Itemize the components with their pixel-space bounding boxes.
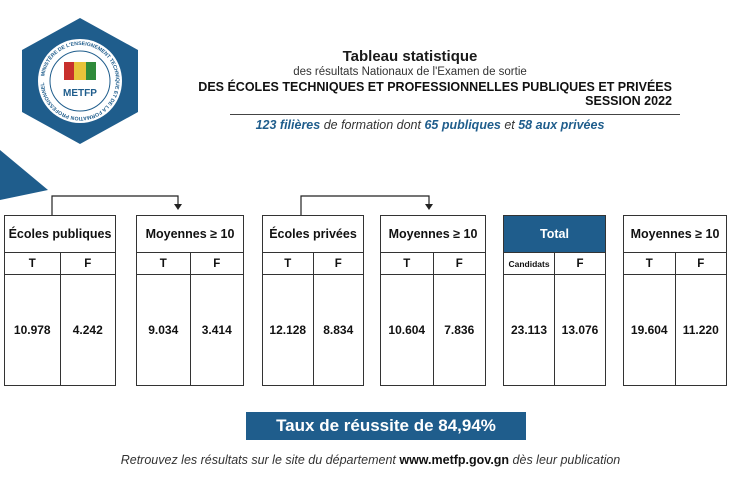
col-header: F bbox=[433, 253, 486, 274]
table-total bbox=[503, 215, 606, 386]
summary-privees: 58 aux privées bbox=[518, 118, 605, 132]
value-cell: 9.034 bbox=[148, 323, 179, 337]
summary-line: 123 filières de formation dont 65 publiques et 58 aux privées bbox=[255, 118, 605, 132]
col-header: Candidats bbox=[508, 258, 550, 269]
website-link[interactable]: www.metfp.gov.gn bbox=[399, 453, 510, 467]
table-title: Moyennes ≥ 10 bbox=[381, 216, 485, 253]
table-title: Écoles privées bbox=[263, 216, 363, 253]
value-cell: 13.076 bbox=[554, 275, 605, 385]
col-header: F bbox=[60, 253, 116, 274]
page-subtitle: des résultats Nationaux de l'Examen de sortie bbox=[293, 66, 527, 78]
table-title: Moyennes ≥ 10 bbox=[624, 216, 726, 253]
table-moyennes-privees bbox=[380, 215, 486, 386]
table-moyennes-total bbox=[623, 215, 727, 386]
table-title: Total bbox=[504, 216, 605, 253]
value-cell: 23.113 bbox=[510, 323, 548, 337]
value-cell: 7.836 bbox=[433, 275, 486, 385]
logo-ring-text: MINISTÈRE DE L'ENSEIGNEMENT TECHNIQUE ET DE LA FORMATION PROFESSIONNEL bbox=[40, 40, 121, 122]
page-main-heading: DES ÉCOLES TECHNIQUES ET PROFESSIONNELLES PUBLIQUES ET PRIVÉES SESSION 2022 bbox=[198, 80, 672, 108]
table-title: Moyennes ≥ 10 bbox=[137, 216, 243, 253]
col-header: F bbox=[675, 253, 727, 274]
value-cell: 10.604 bbox=[388, 323, 426, 337]
col-header: T bbox=[159, 257, 167, 270]
col-header: F bbox=[313, 253, 364, 274]
table-title: Écoles publiques bbox=[5, 216, 115, 253]
table-ecoles-privees bbox=[262, 215, 364, 386]
table-ecoles-publiques bbox=[4, 215, 116, 386]
value-cell: 10.978 bbox=[13, 323, 51, 337]
footer-note: Retrouvez les résultats sur le site du département www.metfp.gov.gn dès leur publication bbox=[120, 453, 621, 467]
col-header: T bbox=[645, 257, 653, 270]
table-moyennes-publiques bbox=[136, 215, 244, 386]
value-cell: 11.220 bbox=[675, 275, 727, 385]
success-rate-banner: Taux de réussite de 84,94% bbox=[246, 412, 526, 440]
col-header: F bbox=[190, 253, 244, 274]
value-cell: 8.834 bbox=[313, 275, 364, 385]
value-cell: 19.604 bbox=[630, 323, 668, 337]
value-cell: 3.414 bbox=[190, 275, 244, 385]
logo-acronym: METFP bbox=[63, 88, 97, 99]
value-cell: 12.128 bbox=[269, 323, 307, 337]
summary-publiques: 65 publiques bbox=[424, 118, 501, 132]
value-cell: 4.242 bbox=[60, 275, 116, 385]
col-header: T bbox=[403, 257, 411, 270]
col-header: T bbox=[28, 257, 36, 270]
col-header: T bbox=[284, 257, 292, 270]
col-header: F bbox=[554, 253, 605, 274]
page-title: Tableau statistique bbox=[342, 48, 478, 65]
summary-filieres: 123 filières bbox=[255, 118, 321, 132]
